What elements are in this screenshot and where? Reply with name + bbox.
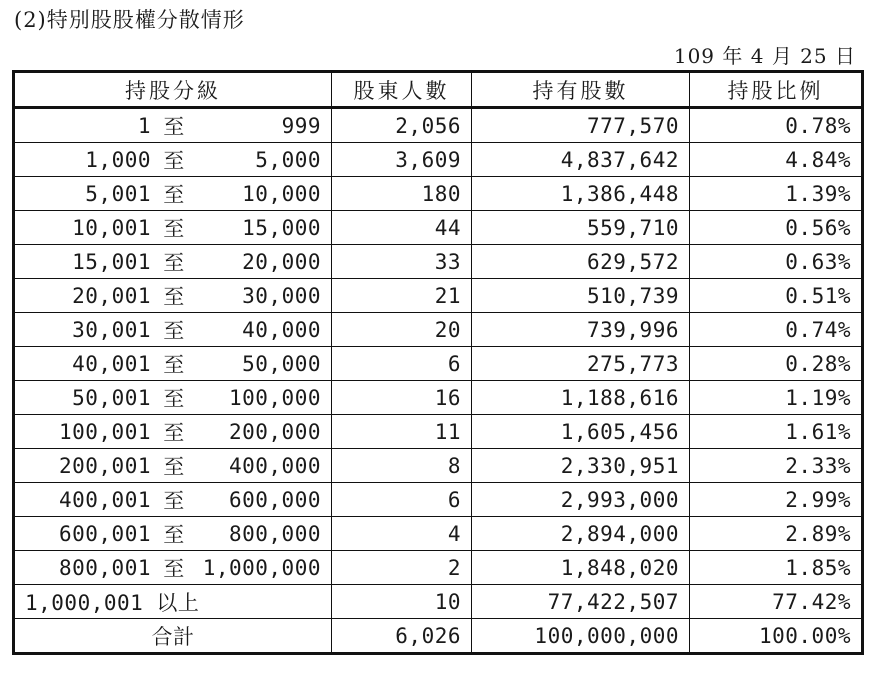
shareholder-count: 2,056 — [332, 108, 472, 143]
shares-held: 739,996 — [472, 313, 690, 347]
holding-ratio: 0.78% — [690, 108, 863, 143]
range-high: 5,000 — [255, 147, 321, 172]
range-high: 30,000 — [242, 283, 321, 308]
range-high: 15,000 — [242, 215, 321, 240]
range-separator: 至 — [163, 488, 185, 513]
range-separator: 至 — [163, 352, 185, 377]
holding-ratio: 0.28% — [690, 347, 863, 381]
shares-held: 559,710 — [472, 211, 690, 245]
range-cell — [14, 551, 332, 585]
holding-ratio: 2.99% — [690, 483, 863, 517]
holding-ratio: 0.74% — [690, 313, 863, 347]
header-shareholding-range: 持股分級 — [14, 72, 332, 108]
range-low: 1 — [137, 113, 151, 138]
holding-ratio: 2.89% — [690, 517, 863, 551]
range-separator: 至 — [163, 318, 185, 343]
shareholder-count: 8 — [332, 449, 472, 483]
header-shareholder-count: 股東人數 — [332, 72, 472, 108]
shareholder-count: 4 — [332, 517, 472, 551]
total-shares-held: 100,000,000 — [472, 619, 690, 654]
header-shares-held: 持有股數 — [472, 72, 690, 108]
range-cell — [14, 279, 332, 313]
range-low: 400,001 — [58, 487, 151, 512]
shares-held: 275,773 — [472, 347, 690, 381]
range-high: 400,000 — [228, 453, 321, 478]
shareholder-count: 10 — [332, 585, 472, 619]
table-row — [14, 177, 863, 211]
range-high: 10,000 — [242, 181, 321, 206]
shareholder-count: 16 — [332, 381, 472, 415]
table-row — [14, 517, 863, 551]
table-header-row — [14, 72, 863, 108]
holding-ratio: 0.63% — [690, 245, 863, 279]
holding-ratio: 1.85% — [690, 551, 863, 585]
shares-held: 1,188,616 — [472, 381, 690, 415]
shares-held: 4,837,642 — [472, 143, 690, 177]
range-cell — [14, 483, 332, 517]
table-row — [14, 108, 863, 143]
table-row-above — [14, 585, 863, 619]
range-low: 5,001 — [85, 181, 151, 206]
holding-ratio: 1.19% — [690, 381, 863, 415]
range-separator: 至 — [163, 148, 185, 173]
range-low: 100,001 — [58, 419, 151, 444]
range-low: 20,001 — [72, 283, 151, 308]
shareholder-count: 11 — [332, 415, 472, 449]
table-row-total — [14, 619, 863, 654]
range-high: 20,000 — [242, 249, 321, 274]
range-cell — [14, 517, 332, 551]
range-separator: 至 — [163, 420, 185, 445]
shares-held: 77,422,507 — [472, 585, 690, 619]
range-cell — [14, 143, 332, 177]
range-cell — [14, 313, 332, 347]
range-low: 1,000 — [85, 147, 151, 172]
range-low: 30,001 — [72, 317, 151, 342]
range-high: 40,000 — [242, 317, 321, 342]
range-cell — [14, 108, 332, 143]
shares-held: 1,605,456 — [472, 415, 690, 449]
table-row — [14, 313, 863, 347]
range-cell — [14, 245, 332, 279]
range-high: 50,000 — [242, 351, 321, 376]
holding-ratio: 0.56% — [690, 211, 863, 245]
range-cell — [14, 381, 332, 415]
shareholder-count: 44 — [332, 211, 472, 245]
range-low: 10,001 — [72, 215, 151, 240]
table-row — [14, 415, 863, 449]
shares-held: 2,993,000 — [472, 483, 690, 517]
table-row — [14, 551, 863, 585]
range-low: 40,001 — [72, 351, 151, 376]
shareholder-count: 6 — [332, 483, 472, 517]
holding-ratio: 2.33% — [690, 449, 863, 483]
table-row — [14, 381, 863, 415]
range-separator: 至 — [163, 522, 185, 547]
shareholder-count: 21 — [332, 279, 472, 313]
shareholder-count: 20 — [332, 313, 472, 347]
range-separator: 至 — [163, 182, 185, 207]
range-separator: 至 — [163, 114, 185, 139]
range-high: 800,000 — [228, 521, 321, 546]
shares-held: 1,386,448 — [472, 177, 690, 211]
holding-ratio: 1.39% — [690, 177, 863, 211]
range-cell — [14, 449, 332, 483]
range-high: 1,000,000 — [202, 555, 321, 580]
shareholder-count: 33 — [332, 245, 472, 279]
range-low: 800,001 — [58, 555, 151, 580]
range-separator: 至 — [163, 216, 185, 241]
shareholder-count: 2 — [332, 551, 472, 585]
total-shareholder-count: 6,026 — [332, 619, 472, 654]
range-separator: 至 — [163, 284, 185, 309]
table-row — [14, 211, 863, 245]
range-cell — [14, 415, 332, 449]
holding-ratio: 77.42% — [690, 585, 863, 619]
shares-held: 2,330,951 — [472, 449, 690, 483]
total-label: 合計 — [14, 619, 332, 654]
section-heading: (2)特別股股權分散情形 — [14, 8, 245, 32]
table-row — [14, 483, 863, 517]
shares-held: 629,572 — [472, 245, 690, 279]
range-low: 200,001 — [58, 453, 151, 478]
table-row — [14, 245, 863, 279]
report-date: 109 年 4 月 25 日 — [673, 44, 856, 68]
range-cell — [14, 347, 332, 381]
shareholder-count: 3,609 — [332, 143, 472, 177]
shares-held: 777,570 — [472, 108, 690, 143]
holding-ratio: 0.51% — [690, 279, 863, 313]
holding-ratio: 4.84% — [690, 143, 863, 177]
holding-ratio: 1.61% — [690, 415, 863, 449]
header-holding-ratio: 持股比例 — [690, 72, 863, 108]
range-separator: 至 — [163, 386, 185, 411]
shareholding-distribution-table — [12, 70, 864, 655]
range-cell — [14, 177, 332, 211]
range-low: 15,001 — [72, 249, 151, 274]
shareholder-count: 6 — [332, 347, 472, 381]
shares-held: 2,894,000 — [472, 517, 690, 551]
range-low: 50,001 — [72, 385, 151, 410]
shares-held: 510,739 — [472, 279, 690, 313]
table-row — [14, 143, 863, 177]
shares-held: 1,848,020 — [472, 551, 690, 585]
range-low: 600,001 — [58, 521, 151, 546]
range-separator: 至 — [163, 250, 185, 275]
range-separator: 至 — [163, 454, 185, 479]
shareholder-count: 180 — [332, 177, 472, 211]
range-label: 1,000,001 以上 — [14, 585, 332, 619]
range-high: 999 — [281, 113, 321, 138]
total-holding-ratio: 100.00% — [690, 619, 863, 654]
table-row — [14, 449, 863, 483]
range-high: 600,000 — [228, 487, 321, 512]
table-row — [14, 279, 863, 313]
table-row — [14, 347, 863, 381]
range-high: 200,000 — [228, 419, 321, 444]
range-separator: 至 — [163, 556, 185, 581]
range-cell — [14, 211, 332, 245]
range-high: 100,000 — [228, 385, 321, 410]
